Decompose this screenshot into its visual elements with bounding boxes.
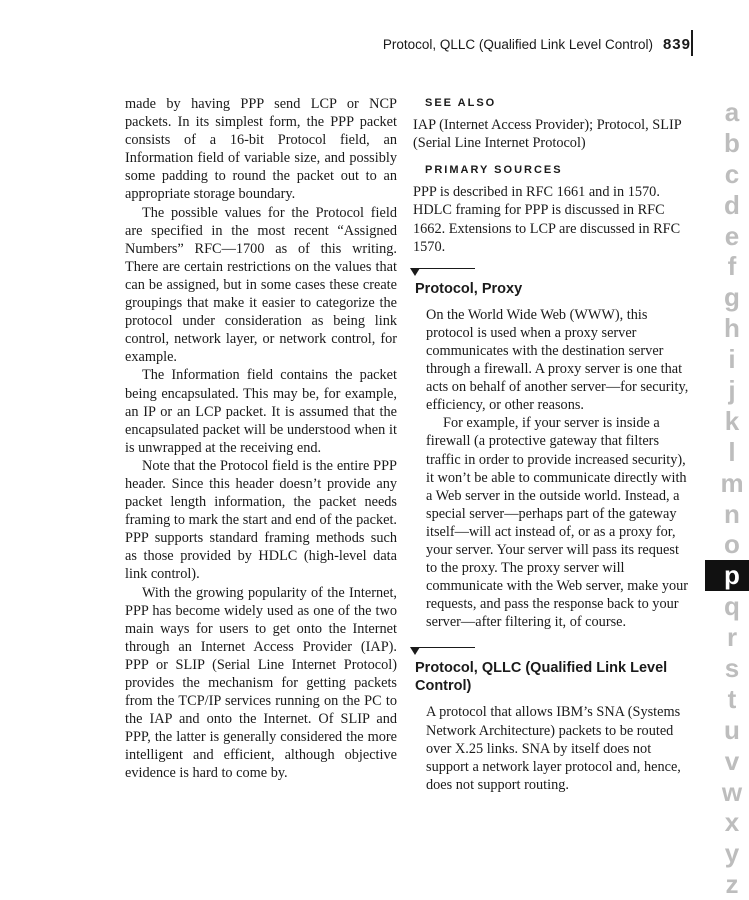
paragraph: The Information field contains the packet being encapsulated. This may be, for example, an IP or an LCP packet. It is assumed that the encapsulated packet will be understood when it is unwrapped at the receiving end. xyxy=(125,367,397,456)
running-head xyxy=(383,36,691,53)
left-column xyxy=(125,95,397,783)
thumb-index-letter-v: v xyxy=(724,745,740,776)
thumb-index-letter-r: r xyxy=(726,622,738,653)
thumb-index-letter-d: d xyxy=(724,189,740,220)
see-also-text: IAP (Internet Access Provider); Protocol, SLIP (Serial Line Internet Protocol) xyxy=(413,117,682,152)
thumb-index-letter-e: e xyxy=(724,220,740,251)
thumb-index-letter-u: u xyxy=(724,714,740,745)
marker-rule xyxy=(415,647,475,648)
entry-title-proxy: Protocol, Proxy xyxy=(415,280,523,297)
see-also-heading: SEE ALSO xyxy=(425,97,497,109)
triangle-marker-icon xyxy=(410,268,420,276)
thumb-index xyxy=(705,97,749,900)
paragraph: On the World Wide Web (WWW), this protocol is used when a proxy server communicates with the destination server through a firewall. A proxy server is one that acts on behalf of another server—for security, efficiency, or other reasons. xyxy=(426,306,689,414)
thumb-index-letter-m: m xyxy=(720,467,744,498)
thumb-index-letter-w: w xyxy=(721,776,743,807)
running-head-title: Protocol, QLLC (Qualified Link Level Control) xyxy=(382,37,653,52)
thumb-index-letter-k: k xyxy=(724,405,740,436)
thumb-index-letter-o: o xyxy=(724,529,740,560)
thumb-index-letter-h: h xyxy=(724,313,740,344)
thumb-index-letter-t: t xyxy=(727,683,737,714)
thumb-index-letter-j: j xyxy=(728,375,736,406)
entry-body-proxy xyxy=(426,306,693,632)
thumb-index-letter-b: b xyxy=(724,127,740,158)
thumb-index-letter-n: n xyxy=(724,498,740,529)
paragraph: For example, if your server is inside a firewall (a protective gateway that filters traffic in order to provide increased security), it won’t be able to communicate directly with a Web server in the outside world. Instead, a special server—perhaps part of the gateway itself—will act instead of, or as a proxy for, your server. Your server will pass its request to the proxy. The proxy server will communicate with the Web server, make your requests, and pass the response back to your server—after filtering it, of course. xyxy=(426,415,689,631)
entry-body-qllc xyxy=(426,703,693,793)
primary-sources-heading: PRIMARY SOURCES xyxy=(425,164,563,177)
entry-marker xyxy=(413,266,693,280)
thumb-index-letter-f: f xyxy=(727,251,737,282)
thumb-index-letter-y: y xyxy=(724,838,740,869)
thumb-index-letter-q: q xyxy=(724,591,740,622)
paragraph: With the growing popularity of the Internet, PPP has become widely used as one of the two main ways for users to get onto the Internet through an Internet Access Provider (IAP). PPP or SLIP (Serial Line Internet Protocol) provides the mechanism for getting packets from the TCP/IP services running on the PC to the IAP and onto the Internet. Of SLIP and PPP, the latter is generally considered the more intelligent and efficient, although objective evidence is hard to come by. xyxy=(125,584,397,782)
thumb-index-letter-c: c xyxy=(724,158,740,189)
entry-title-qllc: Protocol, QLLC (Qualified Link Level Control) xyxy=(415,660,668,695)
thumb-index-letter-a: a xyxy=(724,97,740,127)
paragraph: A protocol that allows IBM’s SNA (Systems Network Architecture) packets to be routed over X.25 links. SNA by itself does not support a network layer protocol and, hence, does not support routing. xyxy=(426,704,681,793)
thumb-index-letter-g: g xyxy=(724,282,740,313)
triangle-marker-icon xyxy=(410,647,420,655)
header-rule xyxy=(691,30,693,56)
thumb-index-letter-l: l xyxy=(728,436,736,467)
thumb-index-letter-i: i xyxy=(728,344,736,375)
primary-sources-text: PPP is described in RFC 1661 and in 1570. HDLC framing for PPP is discussed in RFC 1662. Extensions to LCP are discussed in RFC 1570. xyxy=(413,184,681,255)
paragraph: The possible values for the Protocol field are specified in the most recent “Assigned Numbers” RFC—1700 as of this writing. There are certain restrictions on the values that can be assigned, but in some cases these create groupings that make it easier to categorize the protocol under consideration as being link control, network layer, or network control, for example. xyxy=(125,204,397,366)
thumb-index-letter-s: s xyxy=(724,653,740,684)
thumb-index-letter-p: p xyxy=(705,560,749,591)
thumb-index-letter-z: z xyxy=(725,869,739,900)
paragraph: Note that the Protocol field is the entire PPP header. Since this header doesn’t provide any packet length information, the packet needs framing to mark the start and end of the packet. PPP supports standard framing methods such as those provided by HDLC (high-level data link control). xyxy=(125,457,397,583)
paragraph: made by having PPP send LCP or NCP packets. In its simplest form, the PPP packet consists of a 16-bit Protocol field, an Information field of variable size, and possibly some padding to round the packet out to an appropriate storage boundary. xyxy=(125,96,397,203)
marker-rule xyxy=(415,268,475,269)
entry-marker xyxy=(413,645,693,659)
page-number: 839 xyxy=(662,36,691,53)
right-column xyxy=(413,94,693,794)
thumb-index-letter-x: x xyxy=(724,807,740,838)
